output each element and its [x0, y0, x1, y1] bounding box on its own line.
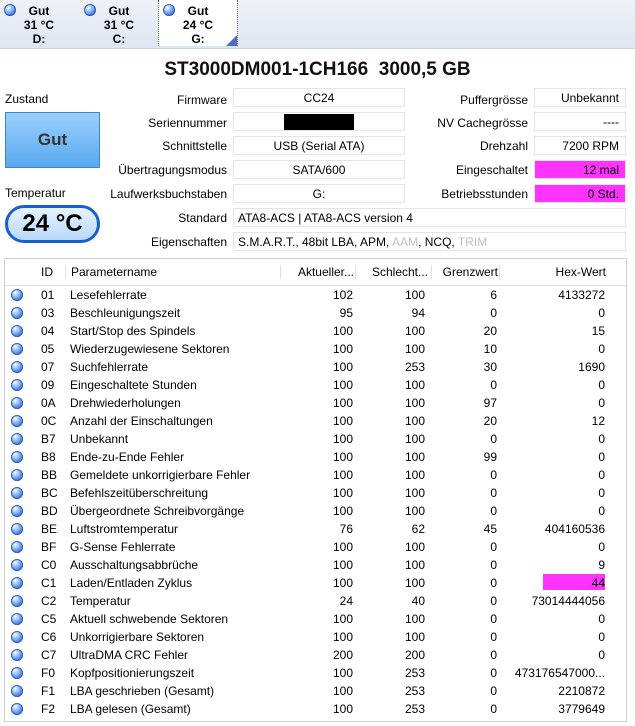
tab-drive: G: — [191, 32, 205, 46]
health-status-button[interactable]: Gut — [5, 112, 100, 168]
row-id: 05 — [41, 342, 55, 356]
row-id: BF — [41, 540, 57, 554]
row-name: UltraDMA CRC Fehler — [70, 648, 189, 662]
row-worst: 100 — [404, 504, 425, 518]
table-row[interactable] — [5, 376, 626, 394]
row-worst: 62 — [411, 522, 425, 536]
row-threshold: 0 — [490, 558, 497, 572]
row-name: Start/Stop des Spindels — [70, 324, 196, 338]
row-worst: 100 — [404, 630, 425, 644]
row-threshold: 0 — [490, 648, 497, 662]
disk-title — [0, 59, 635, 81]
status-dot-icon — [11, 631, 23, 643]
row-id: F1 — [41, 684, 56, 698]
status-dot-icon — [11, 433, 23, 445]
row-hex: 0 — [598, 486, 605, 500]
interface-label: Schnittstelle — [162, 139, 227, 153]
row-current: 100 — [332, 558, 353, 572]
row-name: LBA geschrieben (Gesamt) — [70, 684, 215, 698]
table-row[interactable] — [5, 484, 626, 502]
row-hex: 0 — [598, 630, 605, 644]
table-row[interactable] — [5, 286, 626, 304]
row-threshold: 0 — [490, 306, 497, 320]
row-hex: 0 — [598, 306, 605, 320]
row-current: 100 — [332, 702, 353, 716]
row-threshold: 0 — [490, 612, 497, 626]
row-hex: 0 — [598, 378, 605, 392]
row-hex: 12 — [591, 414, 605, 428]
transfer-mode-field: SATA/600 — [233, 160, 405, 179]
features-sep: , NCQ, — [418, 235, 458, 249]
row-threshold: 20 — [483, 414, 497, 428]
row-threshold: 0 — [490, 468, 497, 482]
status-dot-icon — [11, 379, 23, 391]
table-row[interactable] — [5, 664, 626, 682]
row-threshold: 45 — [483, 522, 497, 536]
row-current: 100 — [332, 540, 353, 554]
tab-drive: D: — [32, 32, 46, 46]
power-on-count-label: Eingeschaltet — [455, 163, 528, 177]
row-name: G-Sense Fehlerrate — [70, 540, 176, 554]
tab-drive: C: — [112, 32, 126, 46]
temperature-label: Temperatur — [5, 186, 66, 200]
row-name: Kopfpositionierungszeit — [70, 666, 195, 680]
row-current: 76 — [339, 522, 353, 536]
row-name: Beschleunigungszeit — [70, 306, 181, 320]
row-hex: 2210872 — [558, 684, 605, 698]
table-row[interactable] — [5, 646, 626, 664]
status-dot-icon — [11, 667, 23, 679]
col-current[interactable]: Aktueller... — [280, 265, 356, 279]
row-name: Drehwiederholungen — [70, 396, 181, 410]
status-dot-icon — [11, 307, 23, 319]
row-current: 100 — [332, 666, 353, 680]
serial-label: Seriennummer — [148, 116, 227, 130]
row-hex: 0 — [598, 342, 605, 356]
status-dot-icon — [11, 595, 23, 607]
row-worst: 100 — [404, 288, 425, 302]
col-worst[interactable]: Schlecht... — [355, 265, 432, 279]
drive-tab-d[interactable] — [0, 0, 78, 46]
row-name: Ende-zu-Ende Fehler — [70, 450, 185, 464]
status-dot-icon — [11, 523, 23, 535]
row-current: 100 — [332, 486, 353, 500]
selected-corner-icon — [226, 35, 237, 46]
row-id: 03 — [41, 306, 55, 320]
drive-tab-g[interactable] — [158, 0, 238, 46]
row-current: 100 — [332, 504, 353, 518]
status-dot-icon — [11, 703, 23, 715]
status-dot-icon — [11, 469, 23, 481]
row-worst: 100 — [404, 558, 425, 572]
row-hex: 0 — [598, 396, 605, 410]
nvcache-field: ---- — [534, 112, 626, 131]
row-worst: 253 — [404, 684, 425, 698]
status-dot-icon — [11, 685, 23, 697]
table-row[interactable] — [5, 700, 626, 718]
row-id: 0A — [41, 396, 56, 410]
row-threshold: 97 — [483, 396, 497, 410]
row-hex: 0 — [598, 648, 605, 662]
row-name: Anzahl der Einschaltungen — [70, 414, 213, 428]
table-row[interactable] — [5, 682, 626, 700]
row-hex: 0 — [598, 468, 605, 482]
drive-tab-c[interactable] — [80, 0, 158, 46]
tab-temp: 31 °C — [23, 18, 55, 32]
row-current: 100 — [332, 378, 353, 392]
row-name: Unkorrigierbare Sektoren — [70, 630, 205, 644]
row-threshold: 0 — [490, 630, 497, 644]
row-name: LBA gelesen (Gesamt) — [70, 702, 191, 716]
row-current: 100 — [332, 576, 353, 590]
row-hex: 44 — [591, 576, 605, 590]
buffer-field: Unbekannt — [534, 88, 626, 107]
row-id: F2 — [41, 702, 56, 716]
row-threshold: 0 — [490, 540, 497, 554]
power-on-count-field: 12 mal — [534, 160, 626, 179]
col-name[interactable]: Parametername — [65, 265, 281, 279]
row-current: 100 — [332, 468, 353, 482]
row-threshold: 10 — [483, 342, 497, 356]
row-hex: 0 — [598, 432, 605, 446]
smart-table — [4, 258, 627, 722]
disk-model: ST3000DM001-1CH166 — [164, 59, 369, 80]
row-worst: 200 — [404, 648, 425, 662]
row-threshold: 99 — [483, 450, 497, 464]
status-dot-icon — [11, 577, 23, 589]
row-threshold: 6 — [490, 288, 497, 302]
status-dot-icon — [11, 559, 23, 571]
status-dot-icon — [11, 487, 23, 499]
serial-field — [233, 112, 405, 131]
row-name: Gemeldete unkorrigierbare Fehler — [70, 468, 251, 482]
table-row[interactable] — [5, 574, 626, 592]
drive-letters-label: Laufwerksbuchstaben — [110, 187, 227, 201]
tab-temp: 31 °C — [103, 18, 135, 32]
row-worst: 100 — [404, 468, 425, 482]
row-current: 100 — [332, 612, 353, 626]
row-worst: 100 — [404, 342, 425, 356]
row-current: 100 — [332, 684, 353, 698]
row-name: Eingeschaltete Stunden — [70, 378, 197, 392]
interface-field: USB (Serial ATA) — [233, 136, 405, 155]
table-row[interactable] — [5, 520, 626, 538]
row-current: 24 — [339, 594, 353, 608]
row-id: BE — [41, 522, 58, 536]
row-worst: 40 — [411, 594, 425, 608]
features-label: Eigenschaften — [150, 235, 227, 249]
row-name: Suchfehlerrate — [70, 360, 149, 374]
table-row[interactable] — [5, 430, 626, 448]
table-row[interactable] — [5, 394, 626, 412]
feature-aam: AAM — [392, 235, 419, 249]
row-hex: 0 — [598, 504, 605, 518]
row-worst: 100 — [404, 576, 425, 590]
drive-tabs — [0, 0, 635, 49]
row-hex: 1690 — [578, 360, 605, 374]
table-row[interactable] — [5, 304, 626, 322]
row-worst: 100 — [404, 432, 425, 446]
features-active: S.M.A.R.T., 48bit LBA, APM, — [238, 235, 393, 249]
status-dot-icon — [11, 415, 23, 427]
row-hex: 0 — [598, 540, 605, 554]
row-id: C2 — [41, 594, 57, 608]
row-current: 200 — [332, 648, 353, 662]
disk-capacity: 3000,5 GB — [378, 59, 471, 80]
nvcache-label: NV Cachegrösse — [437, 116, 528, 130]
power-on-hours-label: Betriebsstunden — [441, 187, 528, 201]
row-id: C1 — [41, 576, 57, 590]
row-id: 01 — [41, 288, 55, 302]
row-threshold: 0 — [490, 486, 497, 500]
row-worst: 253 — [404, 666, 425, 680]
standard-field: ATA8-ACS | ATA8-ACS version 4 — [233, 208, 626, 227]
row-id: BD — [41, 504, 58, 518]
row-hex: 4133272 — [558, 288, 605, 302]
serial-redaction — [284, 114, 354, 130]
features-field — [233, 232, 626, 251]
row-current: 100 — [332, 324, 353, 338]
status-dot-icon — [11, 505, 23, 517]
row-threshold: 0 — [490, 666, 497, 680]
tab-status: Gut — [187, 4, 209, 18]
tab-status: Gut — [108, 4, 130, 18]
table-row[interactable] — [5, 610, 626, 628]
row-worst: 100 — [404, 486, 425, 500]
row-current: 95 — [339, 306, 353, 320]
table-row[interactable] — [5, 322, 626, 340]
row-name: Unbekannt — [70, 432, 129, 446]
status-dot-icon — [11, 343, 23, 355]
row-threshold: 0 — [490, 702, 497, 716]
row-current: 100 — [332, 432, 353, 446]
row-hex: 473176547000... — [514, 666, 605, 680]
row-hex: 0 — [598, 612, 605, 626]
status-dot-icon — [11, 451, 23, 463]
rpm-field: 7200 RPM — [534, 136, 626, 155]
drive-letters-field: G: — [233, 184, 405, 203]
table-row[interactable] — [5, 412, 626, 430]
buffer-label: Puffergrösse — [460, 93, 528, 107]
feature-trim: TRIM — [457, 235, 488, 249]
row-id: C6 — [41, 630, 57, 644]
row-worst: 253 — [404, 360, 425, 374]
table-row[interactable] — [5, 358, 626, 376]
status-dot-icon — [11, 397, 23, 409]
table-row[interactable] — [5, 448, 626, 466]
row-hex: 0 — [598, 450, 605, 464]
row-hex: 9 — [598, 558, 605, 572]
row-name: Übergeordnete Schreibvorgänge — [70, 504, 245, 518]
row-threshold: 20 — [483, 324, 497, 338]
table-row[interactable] — [5, 502, 626, 520]
status-dot-icon — [11, 325, 23, 337]
status-dot-icon — [11, 361, 23, 373]
col-threshold[interactable]: Grenzwert — [431, 265, 500, 279]
status-dot-icon — [11, 289, 23, 301]
row-id: BB — [41, 468, 58, 482]
row-current: 100 — [332, 342, 353, 356]
row-worst: 100 — [404, 540, 425, 554]
row-name: Ausschaltungsabbrüche — [70, 558, 199, 572]
status-dot-icon — [11, 613, 23, 625]
row-id: 09 — [41, 378, 55, 392]
row-id: 0C — [41, 414, 57, 428]
row-hex: 15 — [591, 324, 605, 338]
firmware-field: CC24 — [233, 88, 405, 107]
table-row[interactable] — [5, 340, 626, 358]
row-id: BC — [41, 486, 58, 500]
status-dot-icon — [11, 649, 23, 661]
transfer-mode-label: Übertragungsmodus — [118, 163, 227, 177]
row-id: B8 — [41, 450, 56, 464]
standard-label: Standard — [178, 211, 227, 225]
row-worst: 94 — [411, 306, 425, 320]
row-name: Temperatur — [70, 594, 131, 608]
row-id: F0 — [41, 666, 56, 680]
table-row[interactable] — [5, 538, 626, 556]
row-hex: 3779649 — [558, 702, 605, 716]
row-current: 100 — [332, 396, 353, 410]
row-current: 102 — [332, 288, 353, 302]
temperature-display: 24 °C — [5, 205, 100, 243]
table-row[interactable] — [5, 628, 626, 646]
row-current: 100 — [332, 630, 353, 644]
row-threshold: 30 — [483, 360, 497, 374]
table-row[interactable] — [5, 592, 626, 610]
row-threshold: 0 — [490, 594, 497, 608]
row-worst: 100 — [404, 378, 425, 392]
health-label: Zustand — [5, 92, 49, 106]
row-id: 04 — [41, 324, 55, 338]
row-name: Aktuell schwebende Sektoren — [70, 612, 229, 626]
status-dot-icon — [11, 541, 23, 553]
table-header — [5, 259, 626, 286]
tab-temp: 24 °C — [182, 18, 214, 32]
row-name: Befehlszeitüberschreitung — [70, 486, 209, 500]
row-current: 100 — [332, 450, 353, 464]
table-row[interactable] — [5, 466, 626, 484]
row-worst: 100 — [404, 612, 425, 626]
row-name: Lesefehlerrate — [70, 288, 147, 302]
row-name: Luftstromtemperatur — [70, 522, 179, 536]
row-worst: 100 — [404, 414, 425, 428]
table-row[interactable] — [5, 556, 626, 574]
row-worst: 253 — [404, 702, 425, 716]
row-current: 100 — [332, 414, 353, 428]
row-name: Laden/Entladen Zyklus — [70, 576, 193, 590]
row-id: 07 — [41, 360, 55, 374]
col-id[interactable]: ID — [41, 265, 53, 279]
row-id: C7 — [41, 648, 57, 662]
power-on-hours-field: 0 Std. — [534, 184, 626, 203]
row-worst: 100 — [404, 396, 425, 410]
row-worst: 100 — [404, 450, 425, 464]
row-threshold: 0 — [490, 378, 497, 392]
row-id: C5 — [41, 612, 57, 626]
rpm-label: Drehzahl — [479, 139, 528, 153]
row-worst: 100 — [404, 324, 425, 338]
row-hex: 73014444056 — [531, 594, 605, 608]
col-hex[interactable]: Hex-Wert — [499, 265, 606, 279]
tab-status: Gut — [28, 4, 50, 18]
row-threshold: 0 — [490, 432, 497, 446]
firmware-label: Firmware — [177, 93, 227, 107]
row-hex: 404160536 — [544, 522, 605, 536]
row-current: 100 — [332, 360, 353, 374]
row-id: B7 — [41, 432, 56, 446]
row-threshold: 0 — [490, 684, 497, 698]
row-threshold: 0 — [490, 504, 497, 518]
row-name: Wiederzugewiesene Sektoren — [70, 342, 230, 356]
row-id: C0 — [41, 558, 57, 572]
row-threshold: 0 — [490, 576, 497, 590]
